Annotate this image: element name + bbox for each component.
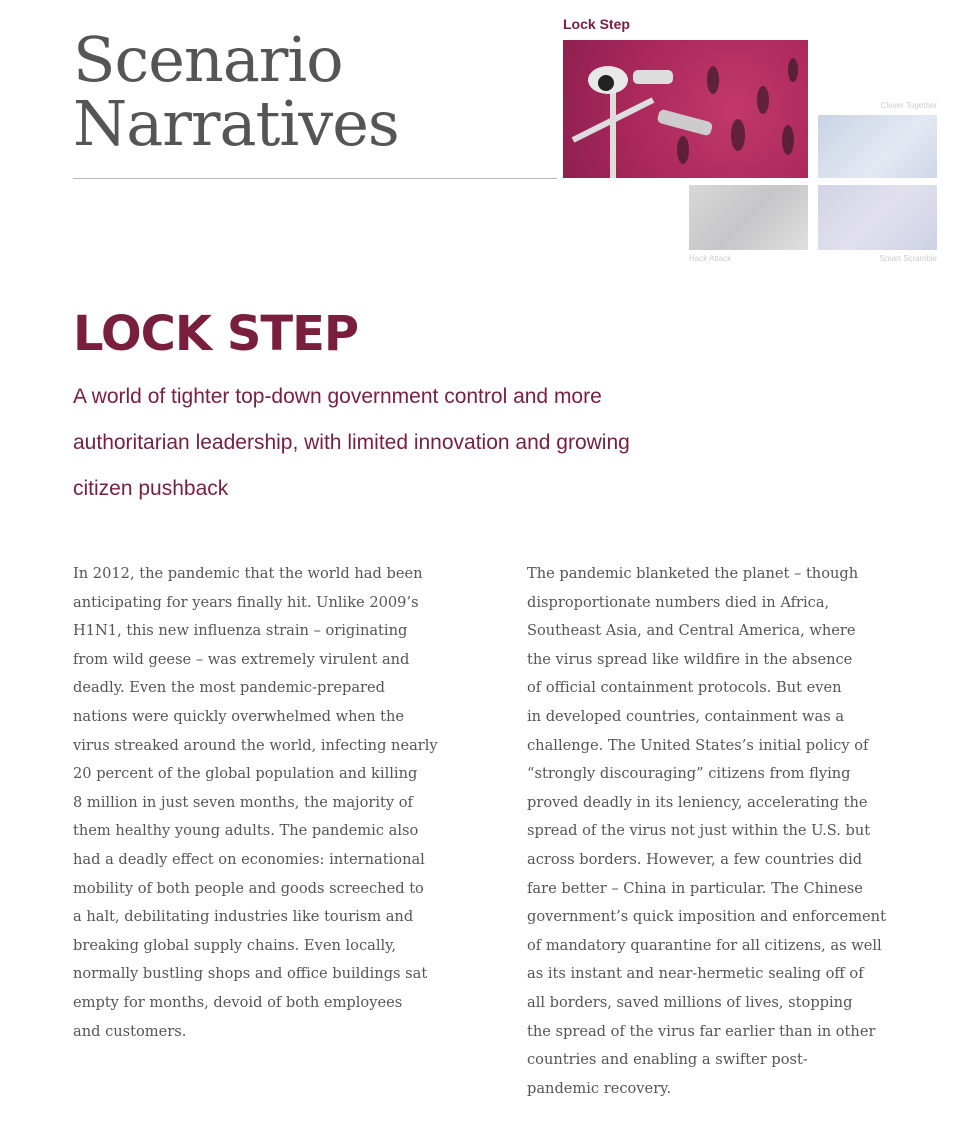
body-text-line: anticipating for years finally hit. Unlike 2009’s [73,593,419,611]
body-text-line: across borders. However, a few countries did [527,850,863,868]
body-column-left [73,560,438,1046]
body-text-line: from wild geese – was extremely virulent and [73,650,410,668]
body-text-line: 8 million in just seven months, the majority of [73,793,413,811]
body-text-line: countries and enabling a swifter post- [527,1051,808,1069]
hack-attack-thumbnail [689,185,808,250]
subtitle-line: A world of tighter top-down government control and more [73,385,602,408]
body-text-line: empty for months, devoid of both employees [73,993,403,1011]
title-divider [73,178,557,179]
smart-scramble-thumbnail [818,185,937,250]
body-text-line: proved deadly in its leniency, accelerating the [527,793,868,811]
body-text-line: the virus spread like wildfire in the absence [527,650,853,668]
body-text-line: disproportionate numbers died in Africa, [527,593,830,611]
scenario-label-smart-scramble: Smart Scramble [879,254,937,263]
body-text-line: “strongly discouraging” citizens from flying [527,765,851,783]
body-text-line: Southeast Asia, and Central America, where [527,622,856,640]
body-text-line: had a deadly effect on economies: international [73,850,425,868]
body-text-line: challenge. The United States’s initial policy of [527,736,869,754]
body-text-line: and customers. [73,1022,187,1040]
scenario-label-clever-together: Clever Together [880,101,937,110]
page-title [73,23,399,160]
body-text-line: breaking global supply chains. Even locally, [73,936,397,954]
body-text-line: In 2012, the pandemic that the world had been [73,565,423,582]
body-text-line: the spread of the virus far earlier than in other [527,1022,876,1040]
body-text-line: of mandatory quarantine for all citizens, as well [527,936,882,954]
body-text-line: The pandemic blanketed the planet – though [527,565,859,582]
body-text-line: in developed countries, containment was a [527,707,845,725]
body-text-line: them healthy young adults. The pandemic also [73,822,419,840]
active-scenario-label: Lock Step [563,16,630,32]
body-text-line: H1N1, this new influenza strain – originating [73,622,408,640]
body-text-line: deadly. Even the most pandemic-prepared [73,679,385,697]
scenario-label-hack-attack: Hack Attack [689,254,732,263]
body-text-line: normally bustling shops and office buildings sat [73,965,428,983]
body-text-line: a halt, debilitating industries like tourism and [73,908,414,926]
title-line: Scenario [73,23,343,96]
surveillance-camera-illustration [563,40,808,178]
body-text-line: as its instant and near-hermetic sealing off of [527,965,864,983]
section-heading: LOCK STEP [73,306,359,362]
lock-step-image [563,40,808,178]
body-text-line: all borders, saved millions of lives, stopping [527,993,853,1011]
body-column-right [527,560,886,1103]
body-text-line: government’s quick imposition and enforcement [527,908,886,926]
body-text-line: pandemic recovery. [527,1079,672,1097]
subtitle-line: authoritarian leadership, with limited innovation and growing [73,431,630,454]
subtitle-line: citizen pushback [73,477,229,500]
body-text-line: virus streaked around the world, infecting nearly [73,736,438,754]
section-subtitle [73,374,773,512]
body-text-line: 20 percent of the global population and killing [73,765,418,783]
body-text-line: mobility of both people and goods screeched to [73,879,424,897]
title-line: Narratives [73,87,399,160]
body-text-line: nations were quickly overwhelmed when the [73,707,405,725]
body-text-line: spread of the virus not just within the U.S. but [527,822,871,840]
body-text-line: fare better – China in particular. The Chinese [527,879,863,897]
clever-together-thumbnail [818,115,937,178]
body-text-line: of official containment protocols. But even [527,679,842,697]
